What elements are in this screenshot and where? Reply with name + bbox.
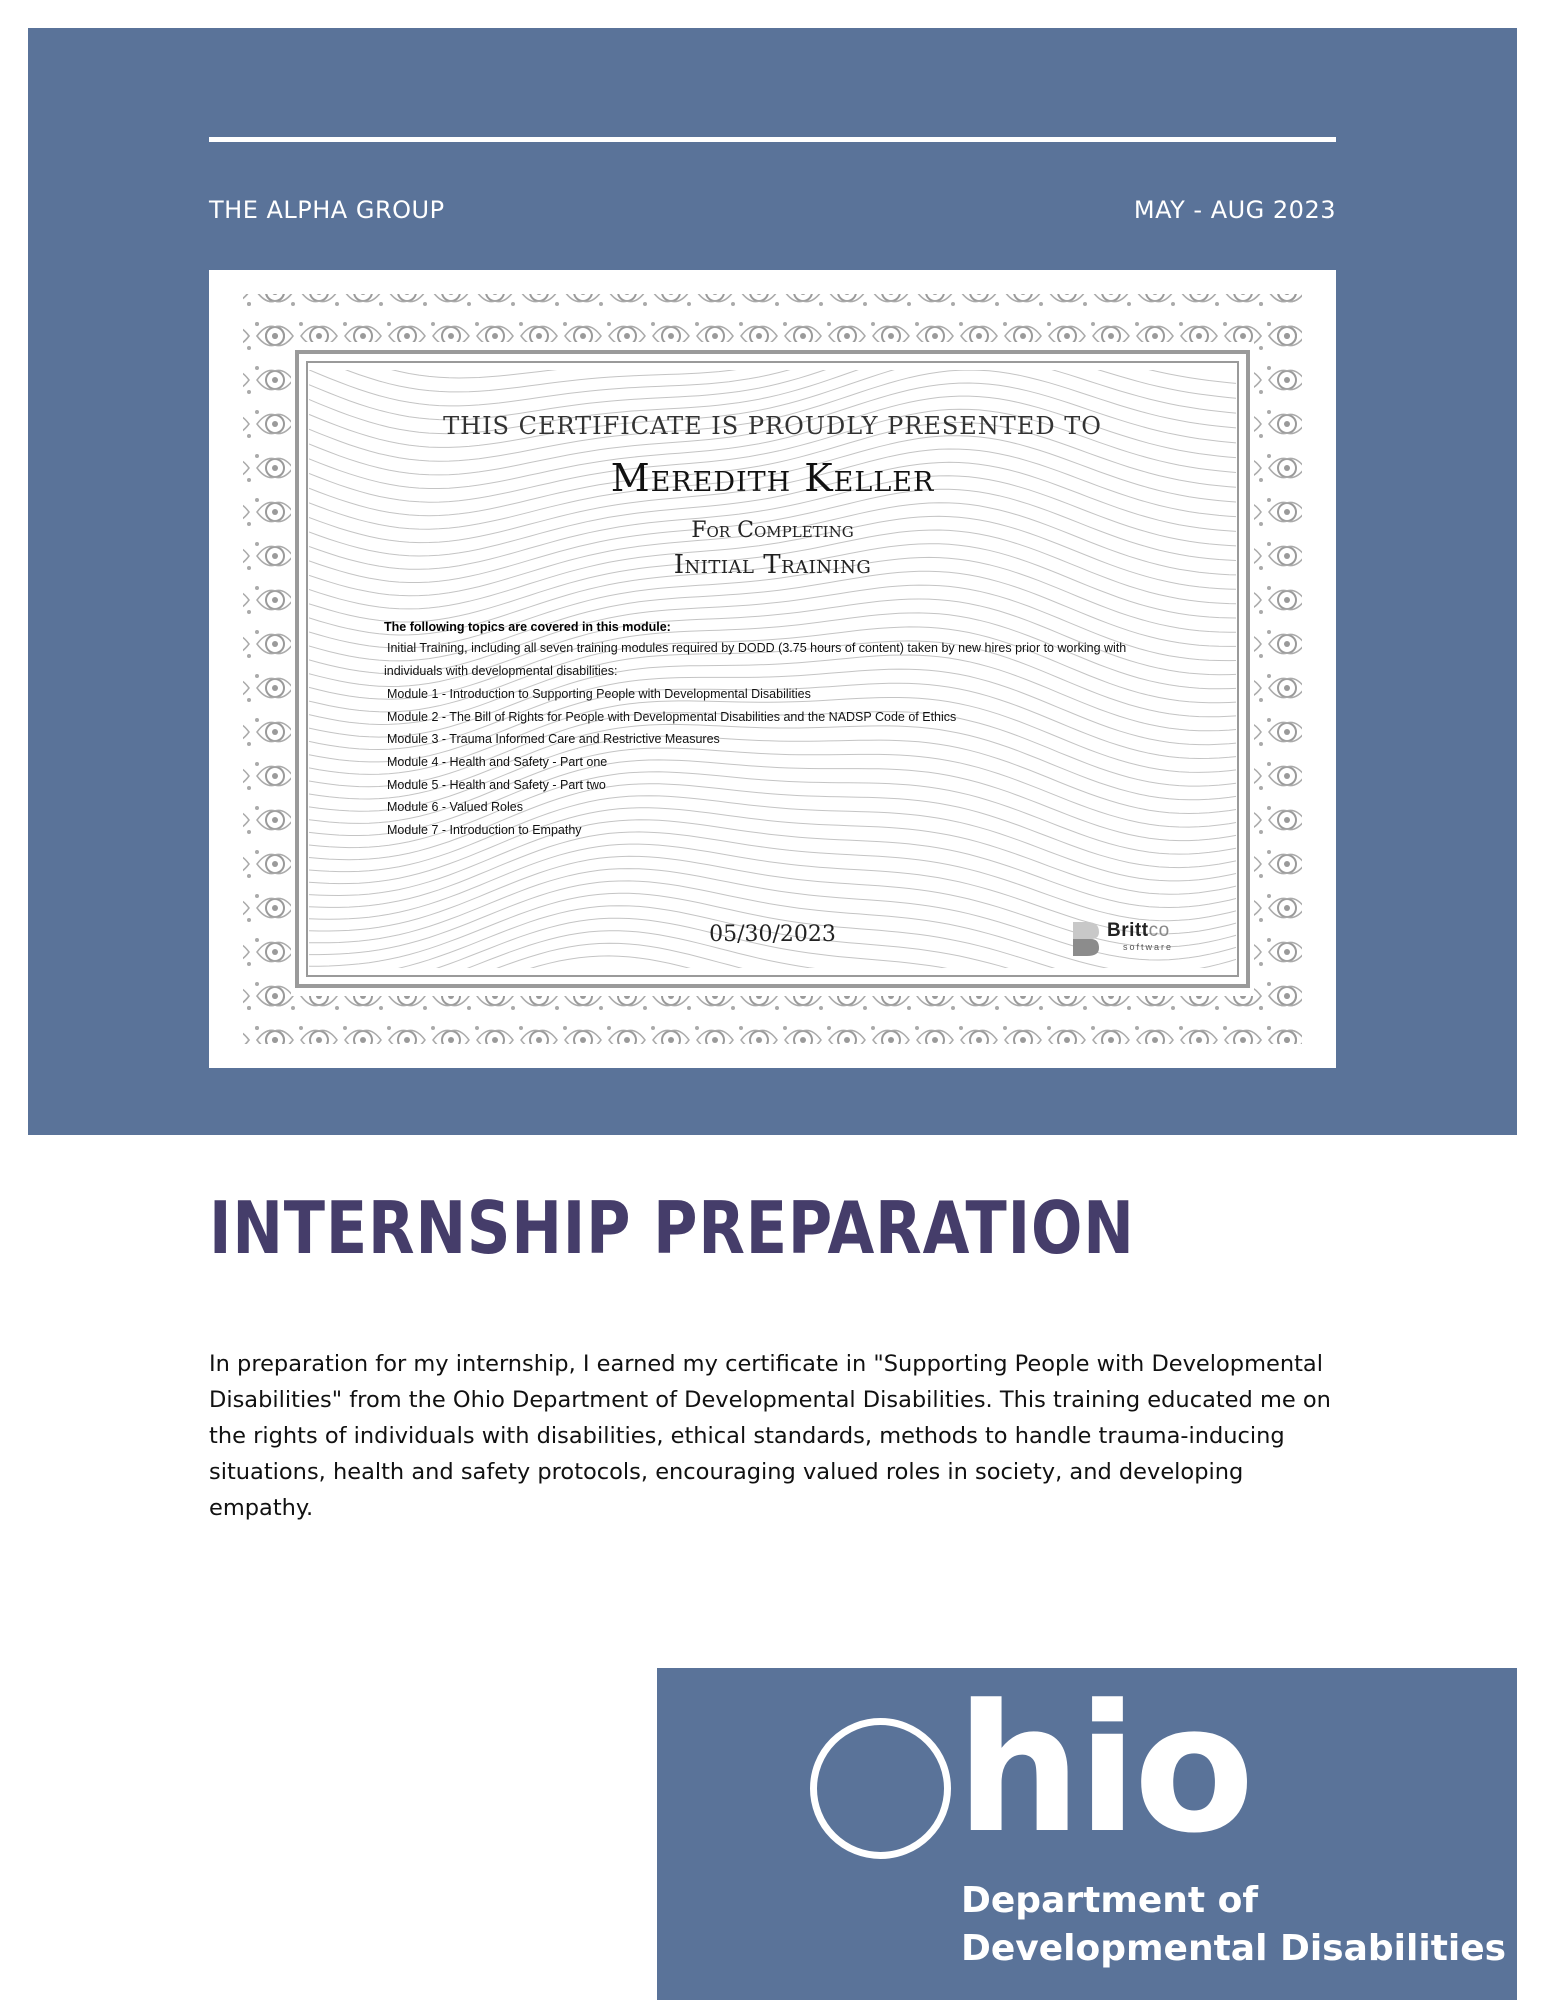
certificate-date: 05/30/2023 xyxy=(709,922,836,947)
ohio-logo-word: hio xyxy=(956,1667,1251,1872)
module-item: Module 5 - Health and Safety - Part two xyxy=(387,777,606,792)
brittco-name-main: Britt xyxy=(1107,920,1149,941)
brittco-name-accent: co xyxy=(1148,920,1170,941)
section-body: In preparation for my internship, I earned my certificate in "Supporting People with Developmental Disabilities" from the Ohio Department of Developmental Disabilities. This training educated me on the rights of individuals with disabilities, ethical standards, methods to handle trauma-inducing situations, health and safety protocols, encouraging valued roles in society, and developing empathy. xyxy=(209,1351,1331,1521)
certificate-recipient: Meredith Keller xyxy=(610,456,935,500)
topics-intro: Initial Training, including all seven training modules required by DODD (3.75 hours of content) taken by new hires prior to working with individuals with developmental disabilities: xyxy=(384,641,1127,678)
header-divider xyxy=(209,137,1336,142)
module-item: Module 6 - Valued Roles xyxy=(387,800,523,815)
module-item: Module 7 - Introduction to Empathy xyxy=(387,823,582,838)
module-item: Module 1 - Introduction to Supporting People with Developmental Disabilities xyxy=(387,687,811,701)
topics-heading: The following topics are covered in this module: xyxy=(384,620,671,634)
date-range: MAY - AUG 2023 xyxy=(1133,196,1336,224)
ohio-dept-line2: Developmental Disabilities xyxy=(961,1928,1507,1969)
certificate-presented-line: THIS CERTIFICATE IS PROUDLY PRESENTED TO xyxy=(443,412,1102,440)
section-heading: INTERNSHIP PREPARATION xyxy=(209,1186,1135,1270)
certificate-training-title: Initial Training xyxy=(673,550,872,580)
module-list xyxy=(387,683,956,842)
ohio-dept-line1: Department of xyxy=(961,1880,1259,1921)
module-item: Module 4 - Health and Safety - Part one xyxy=(387,755,608,770)
brittco-name xyxy=(1107,920,1170,942)
brittco-subtitle: software xyxy=(1123,942,1174,952)
brittco-mark-icon xyxy=(1071,920,1101,958)
ohio-logo-o-icon xyxy=(810,1718,951,1859)
certificate-for-completing: For Completing xyxy=(691,518,854,543)
module-item: Module 2 - The Bill of Rights for People with Developmental Disabilities and the NADSP Code of Ethics xyxy=(387,709,957,724)
certificate-image xyxy=(209,270,1336,1068)
organization-name: THE ALPHA GROUP xyxy=(209,196,445,224)
module-item: Module 3 - Trauma Informed Care and Restrictive Measures xyxy=(387,732,720,747)
brittco-logo xyxy=(1071,918,1211,958)
